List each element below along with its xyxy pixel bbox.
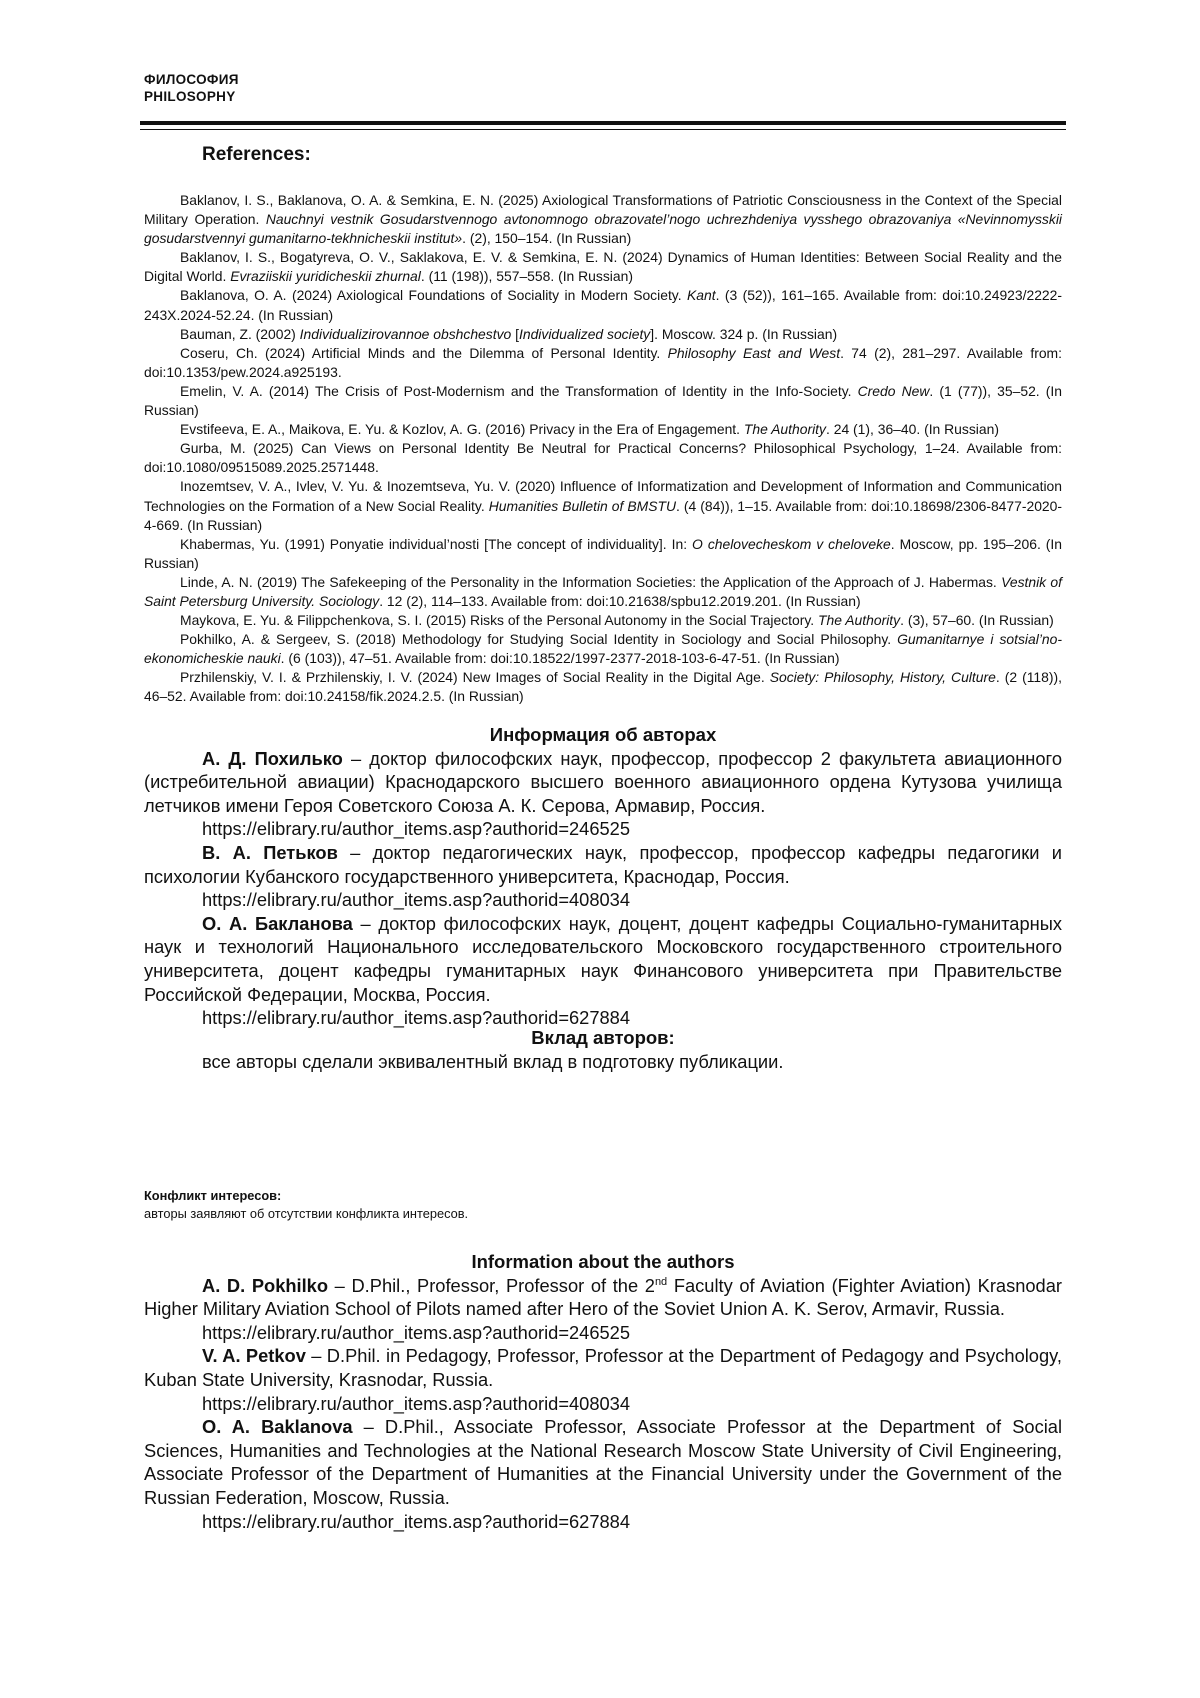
author-affiliation: – доктор философских наук, доцент, доцент кафедры Социально-гуманитарных наук и технологий Национального исследовательского Московского государственного строительного университета, доцент кафедры гуманитарных наук Финансового университета при Правительстве Российской Федерации, Москва, Россия. [144,912,1063,1005]
conflict-title: Конфликт интересов: [144,1188,282,1203]
reference-source-title: O chelovecheskom v cheloveke [692,535,891,552]
reference-source-title: The Authority [818,612,901,629]
author-name: О. А. Бакланова [202,912,353,934]
reference-text: . (2 (118)), 46–52. Available from: doi:10.24158/fik.2024.2.5. (In Russian) [144,669,1062,705]
reference-text: Khabermas, Yu. (1991) Ponyatie individual’nosti [The concept of individuality]. In: [180,535,693,552]
reference-text: . (4 (84)), 1–15. Available from: doi:10.18698/2306-8477-2020-4-669. (In Russian) [144,497,1062,533]
reference-item [144,439,1062,477]
reference-text: Evstifeeva, E. A., Maikova, E. Yu. & Kozlov, A. G. (2016) Privacy in the Era of Engagement. [180,421,744,438]
reference-item [144,611,1062,630]
reference-text: ]. Moscow. 324 p. (In Russian) [650,325,838,342]
references-title: References: [202,144,311,165]
reference-source-title: Society: Philosophy, History, Culture [769,669,996,686]
reference-text: . (3 (52)), 161–165. Available from: doi:10.24923/2222-243X.2024-52.24. (In Russian) [144,287,1062,323]
reference-text: Inozemtsev, V. A., Ivlev, V. Yu. & Inozemtseva, Yu. V. (2020) Influence of Informatization and Development of Information and Communication Technologies on the Formation of a New Social Reality. [144,478,1062,514]
reference-item [144,668,1062,706]
reference-text: . 74 (2), 281–297. Available from: doi:10.1353/pew.2024.a925193. [144,344,1062,380]
reference-text: . (11 (198)), 557–558. (In Russian) [420,268,633,285]
reference-text: . (3), 57–60. (In Russian) [900,612,1054,629]
author-affiliation: – D.Phil., Associate Professor, Associate Professor at the Department of Social Sciences, Humanities and Technologies at the National Research Moscow State University of Civil Engineering, Associate Professor of the Department of Humanities at the Financial University under the Government of the Russian Federation, Moscow, Russia. [144,1416,1062,1508]
reference-source-title: Gumanitarnye i sotsial’no-ekonomicheskie nauki [144,631,1062,667]
author-name: A. D. Pokhilko [202,1274,329,1296]
reference-item [144,420,1062,439]
author-entry [144,1274,1062,1321]
contribution-title: Вклад авторов: [531,1027,675,1048]
reference-text: . Moscow, pp. 195–206. (In Russian) [144,535,1062,571]
reference-text: Coseru, Ch. (2024) Artificial Minds and the Dilemma of Personal Identity. [180,344,668,361]
reference-text: [ [511,325,519,342]
reference-item [144,573,1062,611]
ordinal-suffix: nd [654,1275,668,1288]
references-list [144,191,1062,707]
author-affiliation-part: – D.Phil., Professor, Professor of the 2 [328,1274,655,1296]
reference-source-title: Humanities Bulletin of BMSTU [488,497,676,514]
author-profile-link[interactable]: https://elibrary.ru/author_items.asp?authorid=408034 [202,889,631,911]
authors-info-ru-title: Информация об авторах [489,724,717,745]
reference-source-title: Vestnik of Saint Petersburg University. Sociology [144,573,1063,609]
reference-text: Baklanov, I. S., Baklanova, O. A. & Semkina, E. N. (2025) Axiological Transformations of Patriotic Consciousness in the Context of the Special Military Operation. [144,192,1062,228]
reference-text: Baklanov, I. S., Bogatyreva, O. V., Saklakova, E. V. & Semkina, E. N. (2024) Dynamics of Human Identities: Between Social Reality and the Digital World. [144,249,1062,285]
author-profile-link[interactable]: https://elibrary.ru/author_items.asp?authorid=627884 [202,1007,631,1029]
author-entry [144,747,1062,818]
reference-text: Linde, A. N. (2019) The Safekeeping of the Personality in the Information Societies: the Application of the Approach of J. Habermas. [180,573,1002,590]
reference-text: Pokhilko, A. & Sergeev, S. (2018) Methodology for Studying Social Identity in Sociology and Social Philosophy. [180,631,898,648]
authors-info-en-title: Information about the authors [471,1251,735,1272]
reference-item [144,286,1062,324]
reference-text: Baklanova, O. A. (2024) Axiological Foundations of Sociality in Modern Society. [180,287,687,304]
author-profile-link[interactable]: https://elibrary.ru/author_items.asp?authorid=408034 [202,1392,631,1414]
reference-item [144,344,1062,382]
header-section-en: PHILOSOPHY [144,88,236,104]
reference-item [144,382,1062,420]
author-entry [144,841,1062,888]
reference-item [144,325,1062,344]
header-rule-thick [140,121,1066,125]
author-entry [144,912,1062,1006]
reference-item [144,248,1062,286]
author-name: А. Д. Похилько [202,747,343,769]
contribution-text: все авторы сделали эквивалентный вклад в подготовку публикации. [202,1050,784,1072]
reference-source-title: Credo New [857,382,930,399]
author-name: O. A. Baklanova [202,1416,353,1438]
reference-text: . 24 (1), 36–40. (In Russian) [826,421,999,438]
header-rule-thin [140,129,1066,130]
reference-source-title: Kant [686,287,716,304]
reference-text: Gurba, M. (2025) Can Views on Personal Identity Be Neutral for Practical Concerns? Philosophical Psychology, 1–24. Available from: doi:10.1080/09515089.2025.2571448. [144,440,1062,476]
author-profile-link[interactable]: https://elibrary.ru/author_items.asp?authorid=246525 [202,1321,631,1343]
reference-source-title: Individualized society [518,325,651,342]
reference-item [144,630,1062,668]
author-affiliation: Faculty of Aviation (Fighter Aviation) Krasnodar Higher Military Aviation School of Pilots named after Hero of the Soviet Union A. K. Serov, Armavir, Russia. [144,1274,1062,1320]
reference-source-title: Individualizirovannoe obshchestvo [299,325,512,342]
author-entry [144,1415,1062,1509]
author-affiliation: – D.Phil. in Pedagogy, Professor, Professor at the Department of Pedagogy and Psychology, Kuban State University, Krasnodar, Russia. [144,1345,1062,1390]
authors-contribution [144,1026,1062,1073]
reference-item [144,477,1062,534]
author-entry [144,1344,1062,1391]
header-section-ru: ФИЛОСОФИЯ [144,72,239,87]
conflict-text: авторы заявляют об отсутствии конфликта интересов. [144,1206,469,1221]
author-profile-link[interactable]: https://elibrary.ru/author_items.asp?authorid=246525 [202,818,631,840]
reference-text: Przhilenskiy, V. I. & Przhilenskiy, I. V. (2024) New Images of Social Reality in the Digital Age. [180,669,770,686]
reference-source-title: Nauchnyi vestnik Gosudarstvennogo avtonomnogo obrazovatel’nogo uchrezhdeniya vysshego obrazovaniya «Nevinnomysskii gosudarstvennyi gumanitarno-tekhnicheskii institut» [144,211,1062,247]
author-affiliation: – доктор философских наук, профессор, профессор 2 факультета авиационного (истребительной авиации) Краснодарского высшего военного авиационного ордена Кутузова училища летчиков имени Героя Советского Союза А. К. Серова, Армавир, Россия. [144,747,1062,816]
conflict-of-interest [144,1187,468,1223]
reference-text: . 12 (2), 114–133. Available from: doi:10.21638/spbu12.2019.201. (In Russian) [379,592,861,609]
reference-item [144,191,1062,248]
reference-item [144,535,1062,573]
author-profile-link[interactable]: https://elibrary.ru/author_items.asp?authorid=627884 [202,1510,631,1532]
authors-info-ru [144,723,1062,1030]
reference-text: . (2), 150–154. (In Russian) [462,230,632,247]
reference-text: . (6 (103)), 47–51. Available from: doi:10.18522/1997-2377-2018-103-6-47-51. (In Russian) [280,650,840,667]
running-header [144,72,239,105]
reference-text: Bauman, Z. (2002) [180,325,300,342]
reference-text: . (1 (77)), 35–52. (In Russian) [144,382,1062,419]
author-name: В. А. Петьков [202,841,338,863]
reference-source-title: Philosophy East and West [667,344,841,361]
authors-info-en [144,1250,1062,1533]
reference-source-title: The Authority [743,421,826,438]
reference-text: Maykova, E. Yu. & Filippchenkova, S. I. (2015) Risks of the Personal Autonomy in the Social Trajectory. [180,612,818,629]
author-name: V. A. Petkov [202,1345,306,1367]
reference-text: Emelin, V. A. (2014) The Crisis of Post-Modernism and the Transformation of Identity in the Info-Society. [180,382,858,399]
author-affiliation: – доктор педагогических наук, профессор, профессор кафедры педагогики и психологии Кубанского государственного университета, Краснодар, Россия. [144,841,1063,887]
reference-source-title: Evraziiskii yuridicheskii zhurnal [230,268,421,285]
